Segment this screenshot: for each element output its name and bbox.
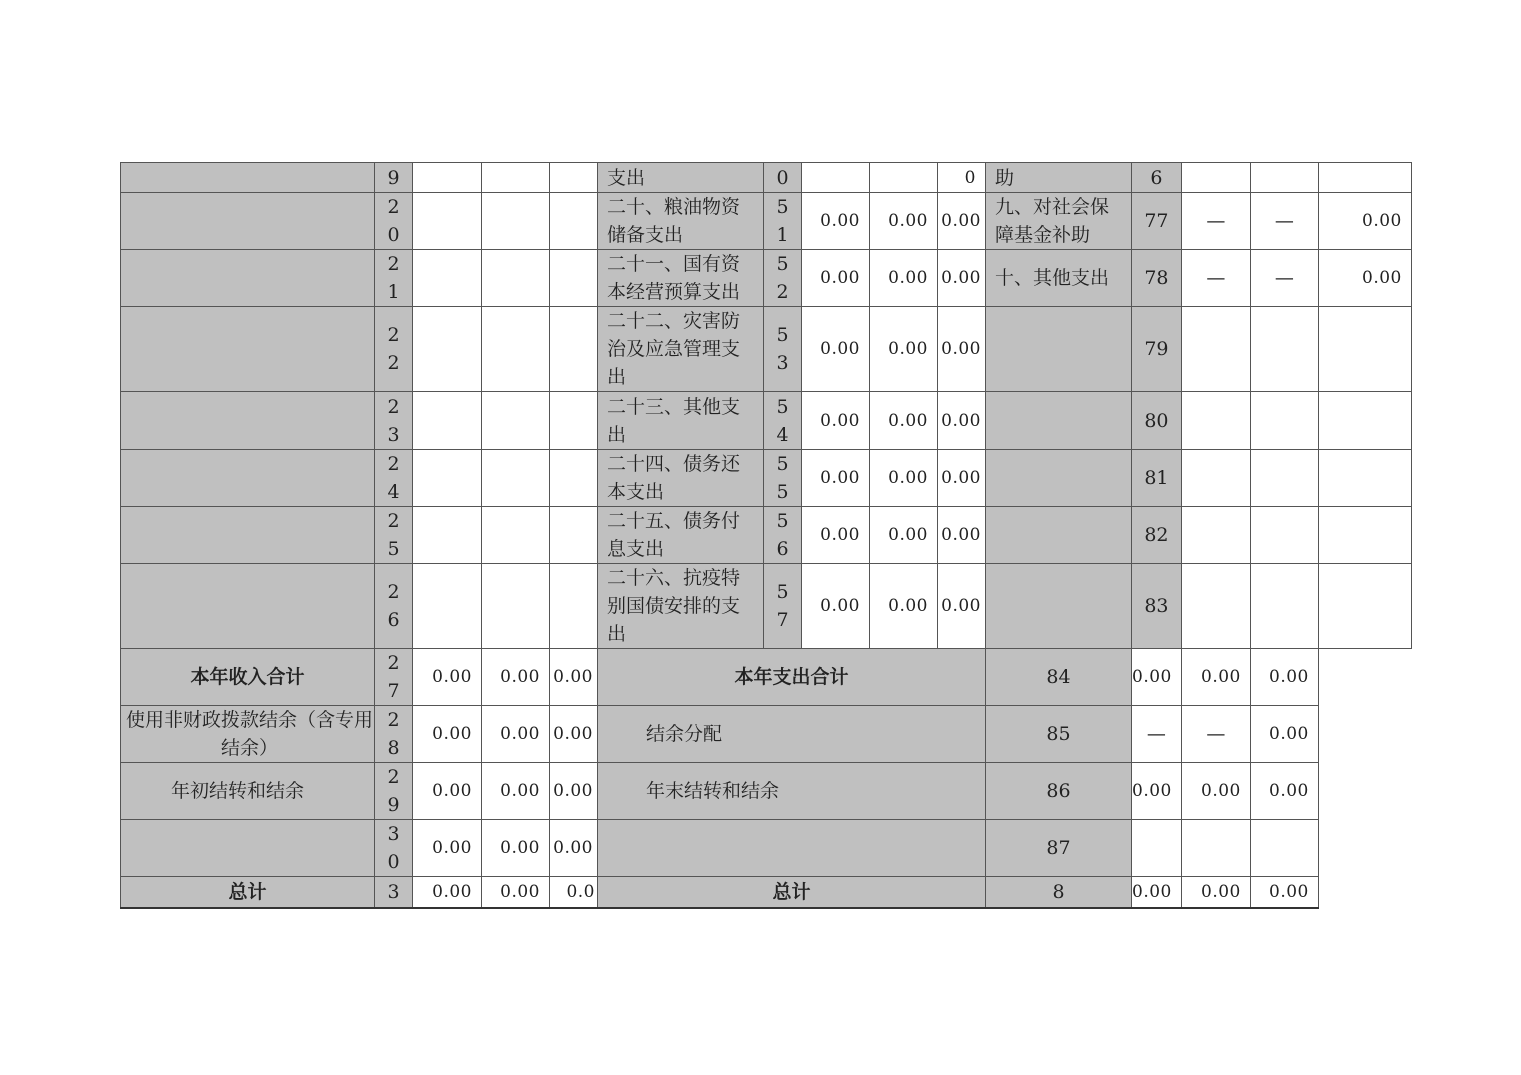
amount-cell <box>413 307 482 392</box>
amount-cell <box>550 507 598 564</box>
line-number: 20 <box>375 193 413 250</box>
line-number: 26 <box>375 564 413 649</box>
amount-cell: 0.00 <box>802 392 870 450</box>
line-number: 3 <box>375 877 413 908</box>
line-number: 29 <box>375 763 413 820</box>
amount-cell: 0.00 <box>413 649 482 706</box>
amount-cell <box>1181 450 1250 507</box>
amount-cell: 0.00 <box>1132 763 1182 820</box>
amount-cell <box>1318 507 1411 564</box>
amount-cell <box>1181 392 1250 450</box>
income-item-cell <box>121 307 375 392</box>
amount-cell: 0.00 <box>938 250 986 307</box>
amount-cell <box>1132 820 1182 877</box>
summary-row <box>121 706 1412 763</box>
line-number: 22 <box>375 307 413 392</box>
amount-cell: 0.00 <box>1132 877 1182 908</box>
amount-cell: 0.00 <box>1250 763 1318 820</box>
amount-cell <box>1250 450 1318 507</box>
line-number: 79 <box>1132 307 1182 392</box>
line-number: 78 <box>1132 250 1182 307</box>
expense-item-name: 二十二、灾害防治及应急管理支出 <box>598 307 764 392</box>
table-row <box>121 193 1412 250</box>
amount-cell <box>870 163 938 193</box>
amount-cell: 0.00 <box>1250 877 1318 908</box>
amount-cell <box>1318 564 1411 649</box>
amount-cell <box>413 507 482 564</box>
table-row <box>121 507 1412 564</box>
amount-cell: 0.00 <box>802 450 870 507</box>
income-item-cell <box>121 507 375 564</box>
line-number: 56 <box>764 507 802 564</box>
amount-cell: — <box>1181 250 1250 307</box>
amount-cell: 0.00 <box>482 763 550 820</box>
expense-item-name: 九、对社会保障基金补助 <box>986 193 1132 250</box>
line-number: 87 <box>986 820 1132 877</box>
amount-cell <box>482 193 550 250</box>
line-number: 27 <box>375 649 413 706</box>
expense-item-name: 二十六、抗疫特别国债安排的支出 <box>598 564 764 649</box>
amount-cell: 0.00 <box>1250 649 1318 706</box>
amount-cell: 0.00 <box>550 706 598 763</box>
amount-cell: 0.00 <box>1132 649 1182 706</box>
expense-item-name: 二十四、债务还本支出 <box>598 450 764 507</box>
amount-cell <box>1250 307 1318 392</box>
table-row <box>121 307 1412 392</box>
amount-cell <box>413 163 482 193</box>
summary-row <box>121 763 1412 820</box>
expense-item-name <box>986 564 1132 649</box>
income-item-cell <box>121 250 375 307</box>
line-number: 55 <box>764 450 802 507</box>
amount-cell <box>1181 507 1250 564</box>
grand-total-label: 总计 <box>598 877 986 908</box>
line-number: 84 <box>986 649 1132 706</box>
amount-cell <box>482 307 550 392</box>
surplus-distribution-label: 结余分配 <box>598 706 986 763</box>
amount-cell: 0.00 <box>802 250 870 307</box>
amount-cell: 0.00 <box>870 392 938 450</box>
amount-cell <box>1181 564 1250 649</box>
amount-cell: 0.00 <box>550 763 598 820</box>
amount-cell <box>482 564 550 649</box>
income-expenditure-table <box>120 162 1412 909</box>
amount-cell <box>550 564 598 649</box>
expense-item-name: 助 <box>986 163 1132 193</box>
non-fiscal-balance-text: 使用非财政拨款结余（含专用结余） <box>125 709 373 759</box>
line-number: 54 <box>764 392 802 450</box>
line-number: 81 <box>1132 450 1182 507</box>
expense-item-name <box>986 392 1132 450</box>
line-number: 30 <box>375 820 413 877</box>
amount-cell <box>1181 307 1250 392</box>
amount-cell <box>482 250 550 307</box>
amount-cell <box>413 450 482 507</box>
amount-cell: 0.00 <box>870 564 938 649</box>
summary-row <box>121 649 1412 706</box>
grand-total-row <box>121 877 1412 908</box>
closing-balance-label: 年末结转和结余 <box>598 763 986 820</box>
amount-cell <box>1318 450 1411 507</box>
amount-cell: 0.00 <box>1181 649 1250 706</box>
line-number: 8 <box>986 877 1132 908</box>
expense-item-name: 十、其他支出 <box>986 250 1132 307</box>
amount-cell: — <box>1132 706 1182 763</box>
table-row <box>121 392 1412 450</box>
income-item-cell <box>121 564 375 649</box>
amount-cell <box>1250 820 1318 877</box>
amount-cell <box>550 250 598 307</box>
amount-cell <box>1318 307 1411 392</box>
line-number: 57 <box>764 564 802 649</box>
income-item-cell <box>121 193 375 250</box>
amount-cell: 0.00 <box>802 307 870 392</box>
amount-cell <box>1250 163 1318 193</box>
expense-item-name: 二十一、国有资本经营预算支出 <box>598 250 764 307</box>
non-fiscal-balance-label <box>121 706 375 763</box>
amount-cell: 0 <box>938 163 986 193</box>
amount-cell: 0.00 <box>938 392 986 450</box>
amount-cell: 0.00 <box>1318 250 1411 307</box>
expense-item-name: 二十五、债务付息支出 <box>598 507 764 564</box>
line-number: 21 <box>375 250 413 307</box>
amount-cell: 0.00 <box>802 507 870 564</box>
summary-row <box>121 820 1412 877</box>
amount-cell: — <box>1181 193 1250 250</box>
line-number: 77 <box>1132 193 1182 250</box>
line-number: 53 <box>764 307 802 392</box>
amount-cell: 0.00 <box>1181 763 1250 820</box>
table-row <box>121 163 1412 193</box>
amount-cell: 0.00 <box>938 307 986 392</box>
amount-cell <box>1250 392 1318 450</box>
amount-cell <box>1250 507 1318 564</box>
amount-cell <box>482 450 550 507</box>
amount-cell: 0.00 <box>938 507 986 564</box>
amount-cell: 0.00 <box>1181 877 1250 908</box>
line-number: 6 <box>1132 163 1182 193</box>
amount-cell <box>550 163 598 193</box>
amount-cell: 0.00 <box>550 649 598 706</box>
line-number: 25 <box>375 507 413 564</box>
amount-cell <box>413 392 482 450</box>
line-number: 52 <box>764 250 802 307</box>
amount-cell <box>1181 163 1250 193</box>
expense-item-name <box>986 307 1132 392</box>
table-row <box>121 564 1412 649</box>
expense-item-name: 二十、粮油物资储备支出 <box>598 193 764 250</box>
amount-cell: 0.00 <box>870 450 938 507</box>
amount-cell: 0.00 <box>482 649 550 706</box>
line-number: 51 <box>764 193 802 250</box>
amount-cell: 0.00 <box>938 193 986 250</box>
income-item-cell <box>121 392 375 450</box>
amount-cell <box>550 450 598 507</box>
budget-table-sheet <box>120 162 1412 909</box>
table-row <box>121 250 1412 307</box>
amount-cell <box>482 392 550 450</box>
line-number: 80 <box>1132 392 1182 450</box>
line-number: 24 <box>375 450 413 507</box>
table-row <box>121 450 1412 507</box>
amount-cell: 0.00 <box>1250 706 1318 763</box>
line-number: 83 <box>1132 564 1182 649</box>
expense-item-name: 支出 <box>598 163 764 193</box>
amount-cell: 0.00 <box>413 820 482 877</box>
line-number: 9 <box>375 163 413 193</box>
amount-cell: — <box>1181 706 1250 763</box>
expense-item-name <box>986 450 1132 507</box>
amount-cell <box>1181 820 1250 877</box>
income-item-cell <box>121 163 375 193</box>
line-number: 85 <box>986 706 1132 763</box>
amount-cell <box>413 564 482 649</box>
amount-cell: — <box>1250 250 1318 307</box>
expense-total-label: 本年支出合计 <box>598 649 986 706</box>
amount-cell <box>550 193 598 250</box>
amount-cell: 0.00 <box>482 706 550 763</box>
amount-cell: 0.00 <box>413 706 482 763</box>
amount-cell: 0.00 <box>482 820 550 877</box>
amount-cell: 0.00 <box>938 450 986 507</box>
amount-cell <box>413 193 482 250</box>
line-number: 82 <box>1132 507 1182 564</box>
amount-cell: 0.00 <box>938 564 986 649</box>
amount-cell: 0.0 <box>550 877 598 908</box>
amount-cell <box>550 392 598 450</box>
amount-cell <box>550 307 598 392</box>
amount-cell: 0.00 <box>482 877 550 908</box>
amount-cell: 0.00 <box>870 307 938 392</box>
amount-cell <box>482 163 550 193</box>
amount-cell: 0.00 <box>550 820 598 877</box>
blank-label <box>121 820 375 877</box>
amount-cell <box>1318 163 1411 193</box>
amount-cell <box>802 163 870 193</box>
amount-cell: — <box>1250 193 1318 250</box>
amount-cell <box>413 250 482 307</box>
amount-cell: 0.00 <box>870 250 938 307</box>
line-number: 86 <box>986 763 1132 820</box>
income-item-cell <box>121 450 375 507</box>
amount-cell: 0.00 <box>413 763 482 820</box>
amount-cell <box>1250 564 1318 649</box>
expense-item-name: 二十三、其他支出 <box>598 392 764 450</box>
amount-cell <box>1318 392 1411 450</box>
amount-cell <box>482 507 550 564</box>
line-number: 0 <box>764 163 802 193</box>
expense-item-name <box>986 507 1132 564</box>
line-number: 23 <box>375 392 413 450</box>
line-number: 28 <box>375 706 413 763</box>
blank-label <box>598 820 986 877</box>
amount-cell: 0.00 <box>870 193 938 250</box>
opening-balance-label: 年初结转和结余 <box>121 763 375 820</box>
grand-total-label: 总计 <box>121 877 375 908</box>
amount-cell: 0.00 <box>802 193 870 250</box>
amount-cell: 0.00 <box>1318 193 1411 250</box>
amount-cell: 0.00 <box>802 564 870 649</box>
amount-cell: 0.00 <box>413 877 482 908</box>
amount-cell: 0.00 <box>870 507 938 564</box>
income-total-label: 本年收入合计 <box>121 649 375 706</box>
